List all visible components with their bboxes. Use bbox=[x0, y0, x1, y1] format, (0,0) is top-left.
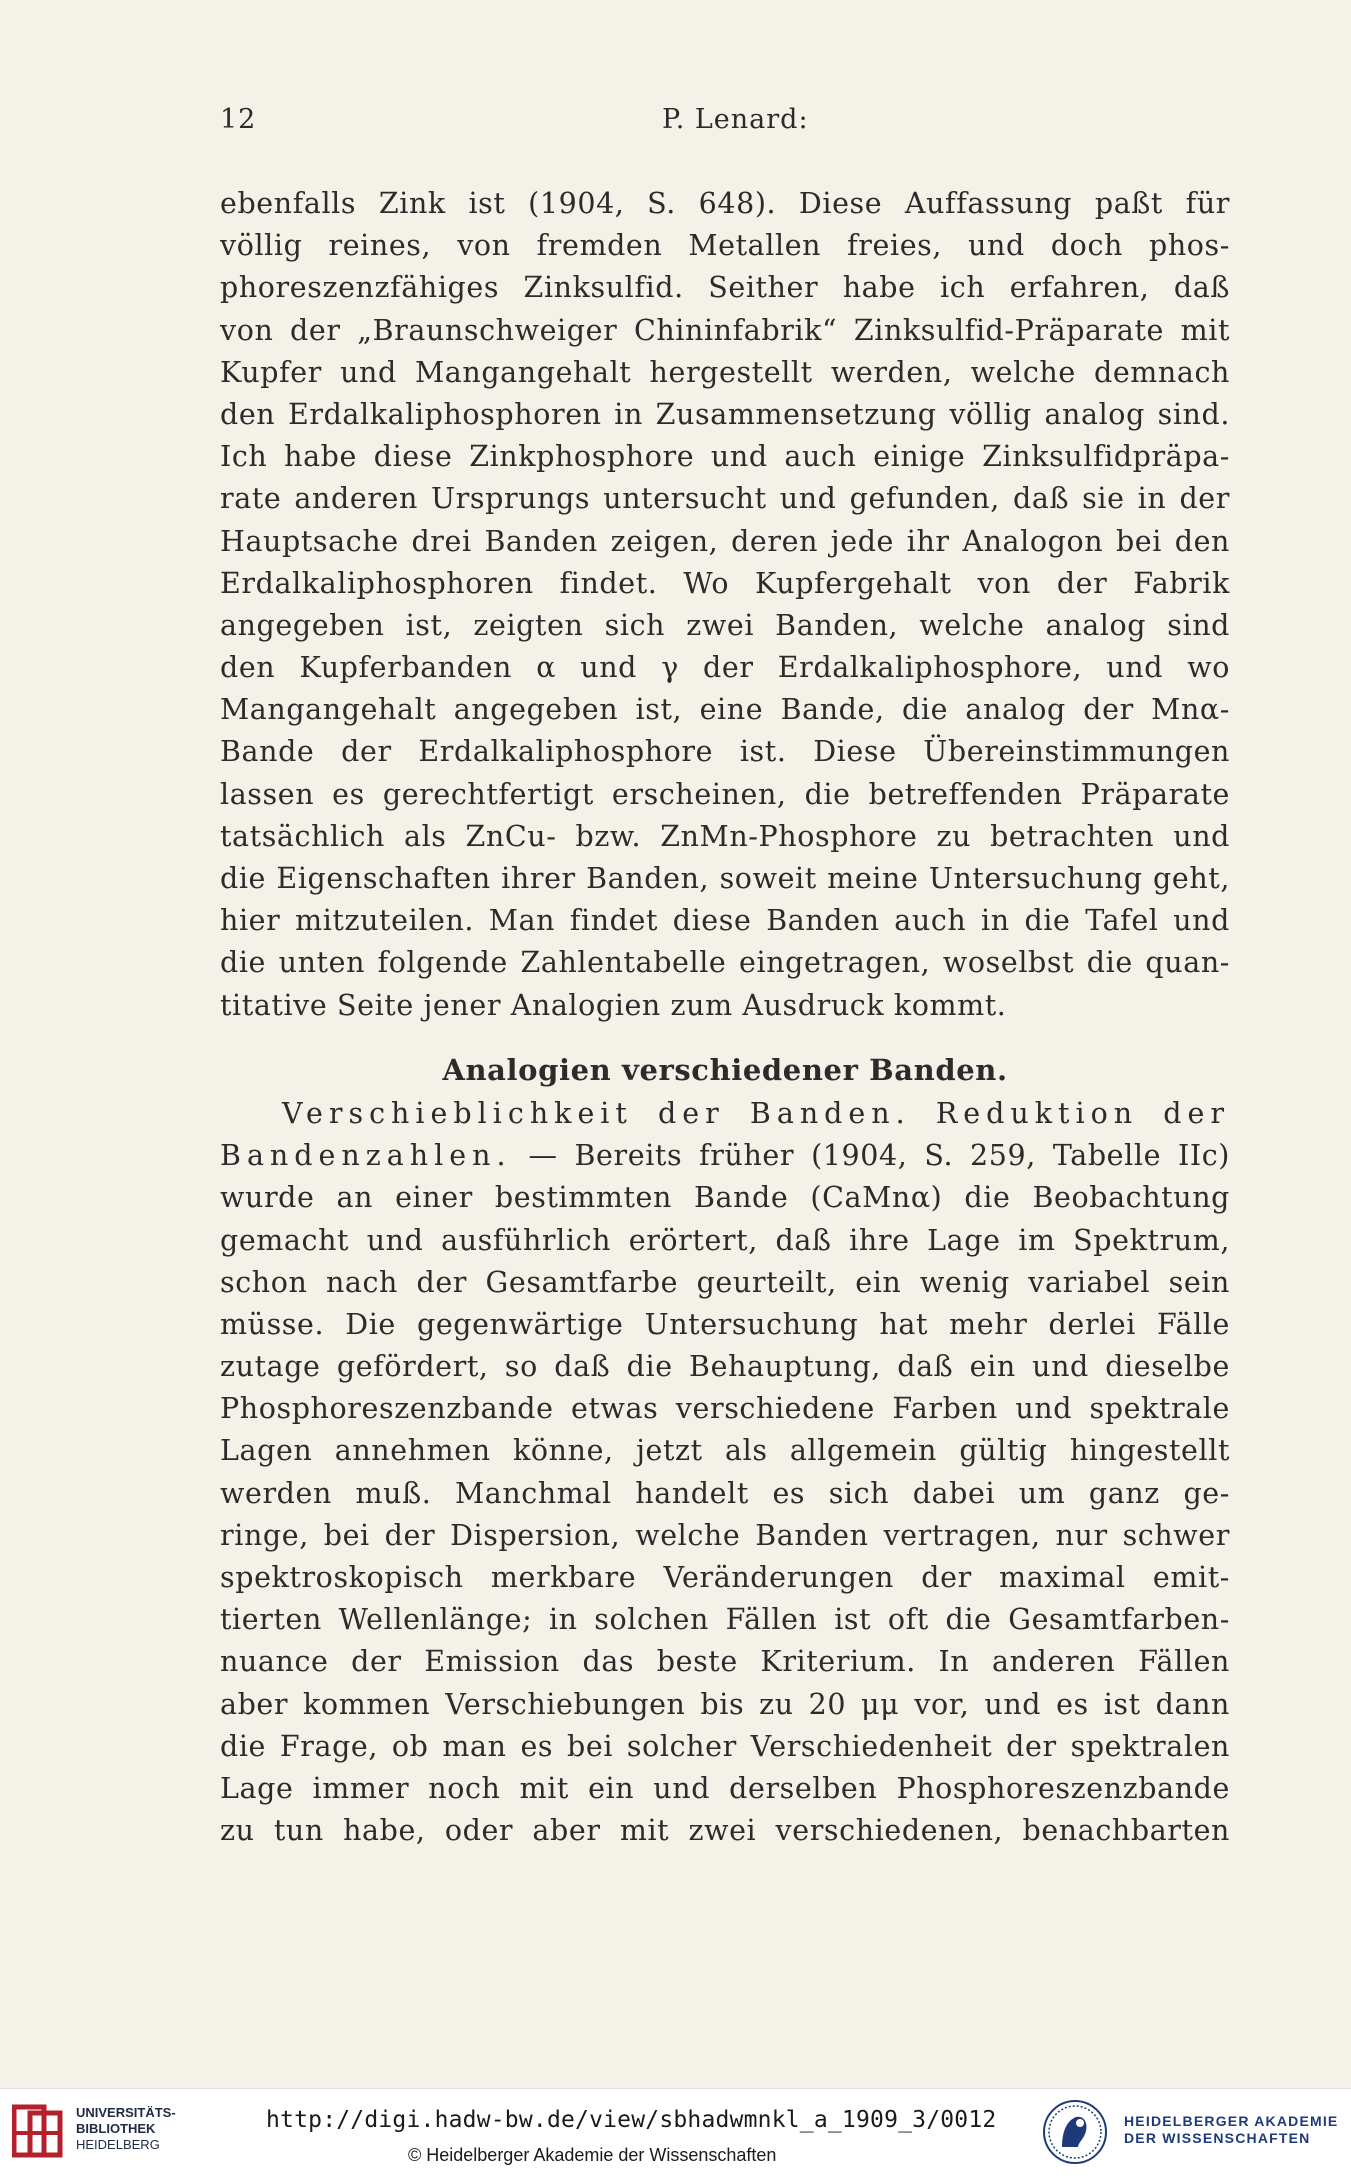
text-line: Ich habe diese Zinkphosphore und auch einige Zinksulfidpräpa- bbox=[220, 440, 1230, 474]
page-header bbox=[220, 104, 1228, 144]
section-heading: Analogien verschiedener Banden. bbox=[442, 1052, 1008, 1087]
text-line: schon nach der Gesamtfarbe geurteilt, ein wenig variabel sein bbox=[220, 1265, 1230, 1299]
paragraph-1 bbox=[220, 183, 1230, 1027]
library-line: BIBLIOTHEK bbox=[76, 2121, 156, 2136]
text-line: Lage immer noch mit ein und derselben Phosphoreszenzbande bbox=[220, 1771, 1230, 1805]
text-line: den Erdalkaliphosphoren in Zusammensetzung völlig analog sind. bbox=[220, 397, 1230, 431]
text-line: phoreszenzfähiges Zinksulfid. Seither habe ich erfahren, daß bbox=[220, 271, 1230, 305]
text-line: nuance der Emission das beste Kriterium. In anderen Fällen bbox=[220, 1645, 1230, 1679]
spaced-term: Bandenzahlen. bbox=[220, 1139, 512, 1173]
text-line: Erdalkaliphosphoren findet. Wo Kupfergehalt von der Fabrik bbox=[220, 566, 1230, 600]
text-line: Mangangehalt angegeben ist, eine Bande, die analog der Mnα- bbox=[220, 693, 1230, 727]
text-line: Verschieblichkeit der Banden. Reduktion der bbox=[282, 1096, 1230, 1130]
text-line: tierten Wellenlänge; in solchen Fällen ist oft die Gesamtfarben- bbox=[220, 1603, 1230, 1637]
text-line: Phosphoreszenzbande etwas verschiedene Farben und spektrale bbox=[220, 1392, 1230, 1426]
paragraph-2 bbox=[220, 1093, 1230, 1852]
academy-line: HEIDELBERGER AKADEMIE bbox=[1124, 2113, 1339, 2129]
text-line: lassen es gerechtfertigt erscheinen, die betreffenden Präparate bbox=[220, 777, 1230, 811]
text-line: ebenfalls Zink ist (1904, S. 648). Diese Auffassung paßt für bbox=[220, 187, 1230, 220]
text-line: gemacht und ausführlich erörtert, daß ihre Lage im Spektrum, bbox=[220, 1223, 1230, 1257]
text-line: die Eigenschaften ihrer Banden, soweit meine Untersuchung geht, bbox=[220, 862, 1230, 895]
text-line: rate anderen Ursprungs untersucht und gefunden, daß sie in der bbox=[220, 482, 1230, 516]
academy-line: DER WISSENSCHAFTEN bbox=[1124, 2130, 1311, 2146]
text-line: den Kupferbanden α und γ der Erdalkaliphosphore, und wo bbox=[220, 651, 1230, 685]
university-library-logo-icon bbox=[12, 2103, 64, 2159]
academy-name bbox=[1124, 2113, 1338, 2147]
page-number: 12 bbox=[220, 104, 257, 135]
text-line: aber kommen Verschiebungen bis zu 20 μμ vor, und es ist dann bbox=[220, 1687, 1230, 1721]
text-line: ringe, bei der Dispersion, welche Banden vertragen, nur schwer bbox=[220, 1518, 1230, 1552]
text-line: die unten folgende Zahlentabelle eingetragen, woselbst die quan- bbox=[220, 946, 1230, 980]
running-head: P. Lenard: bbox=[662, 104, 809, 135]
text-line: tatsächlich als ZnCu- bzw. ZnMn-Phosphore zu betrachten und bbox=[220, 819, 1230, 853]
text-line: völlig reines, von fremden Metallen freies, und doch phos- bbox=[220, 229, 1230, 263]
text-line: hier mitzuteilen. Man findet diese Banden auch in die Tafel und bbox=[220, 904, 1230, 938]
text-line: angegeben ist, zeigten sich zwei Banden, welche analog sind bbox=[220, 608, 1230, 642]
library-line: UNIVERSITÄTS- bbox=[76, 2105, 176, 2120]
text-line: wurde an einer bestimmten Bande (CaMnα) die Beobachtung bbox=[220, 1181, 1230, 1215]
copyright-notice: © Heidelberger Akademie der Wissenschaften bbox=[408, 2145, 777, 2165]
footer-bar bbox=[0, 2088, 1351, 2176]
body-text bbox=[220, 183, 1230, 1852]
text-line: Kupfer und Mangangehalt hergestellt werden, welche demnach bbox=[220, 355, 1230, 389]
text-line: werden muß. Manchmal handelt es sich dabei um ganz ge- bbox=[220, 1476, 1230, 1510]
text-line: zu tun habe, oder aber mit zwei verschiedenen, benachbarten bbox=[220, 1814, 1230, 1848]
text-line: Bande der Erdalkaliphosphore ist. Diese Übereinstimmungen bbox=[220, 735, 1230, 769]
text-line: Lagen annehmen könne, jetzt als allgemein gültig hingestellt bbox=[220, 1434, 1230, 1468]
text-line: spektroskopisch merkbare Veränderungen der maximal emit- bbox=[220, 1561, 1230, 1594]
text-line: die Frage, ob man es bei solcher Verschiedenheit der spektralen bbox=[220, 1729, 1230, 1763]
text-line: titative Seite jener Analogien zum Ausdruck kommt. bbox=[220, 988, 1007, 1022]
text-fragment: — Bereits früher (1904, S. 259, Tabelle IIc) bbox=[511, 1139, 1230, 1173]
text-line: zutage gefördert, so daß die Behauptung, daß ein und dieselbe bbox=[220, 1350, 1230, 1384]
text-line: müsse. Die gegenwärtige Untersuchung hat mehr derlei Fälle bbox=[220, 1307, 1230, 1341]
library-line: HEIDELBERG bbox=[76, 2137, 160, 2152]
text-line: Hauptsache drei Banden zeigen, deren jede ihr Analogon bei den bbox=[220, 524, 1230, 558]
academy-seal-icon bbox=[1042, 2099, 1108, 2165]
text-line bbox=[220, 1135, 1230, 1177]
university-library-name bbox=[76, 2105, 176, 2153]
text-line: von der „Braunschweiger Chininfabrik“ Zinksulfid-Präparate mit bbox=[220, 313, 1230, 347]
source-url-link[interactable]: http://digi.hadw-bw.de/view/sbhadwmnkl_a_1909_3/0012 bbox=[266, 2107, 997, 2133]
